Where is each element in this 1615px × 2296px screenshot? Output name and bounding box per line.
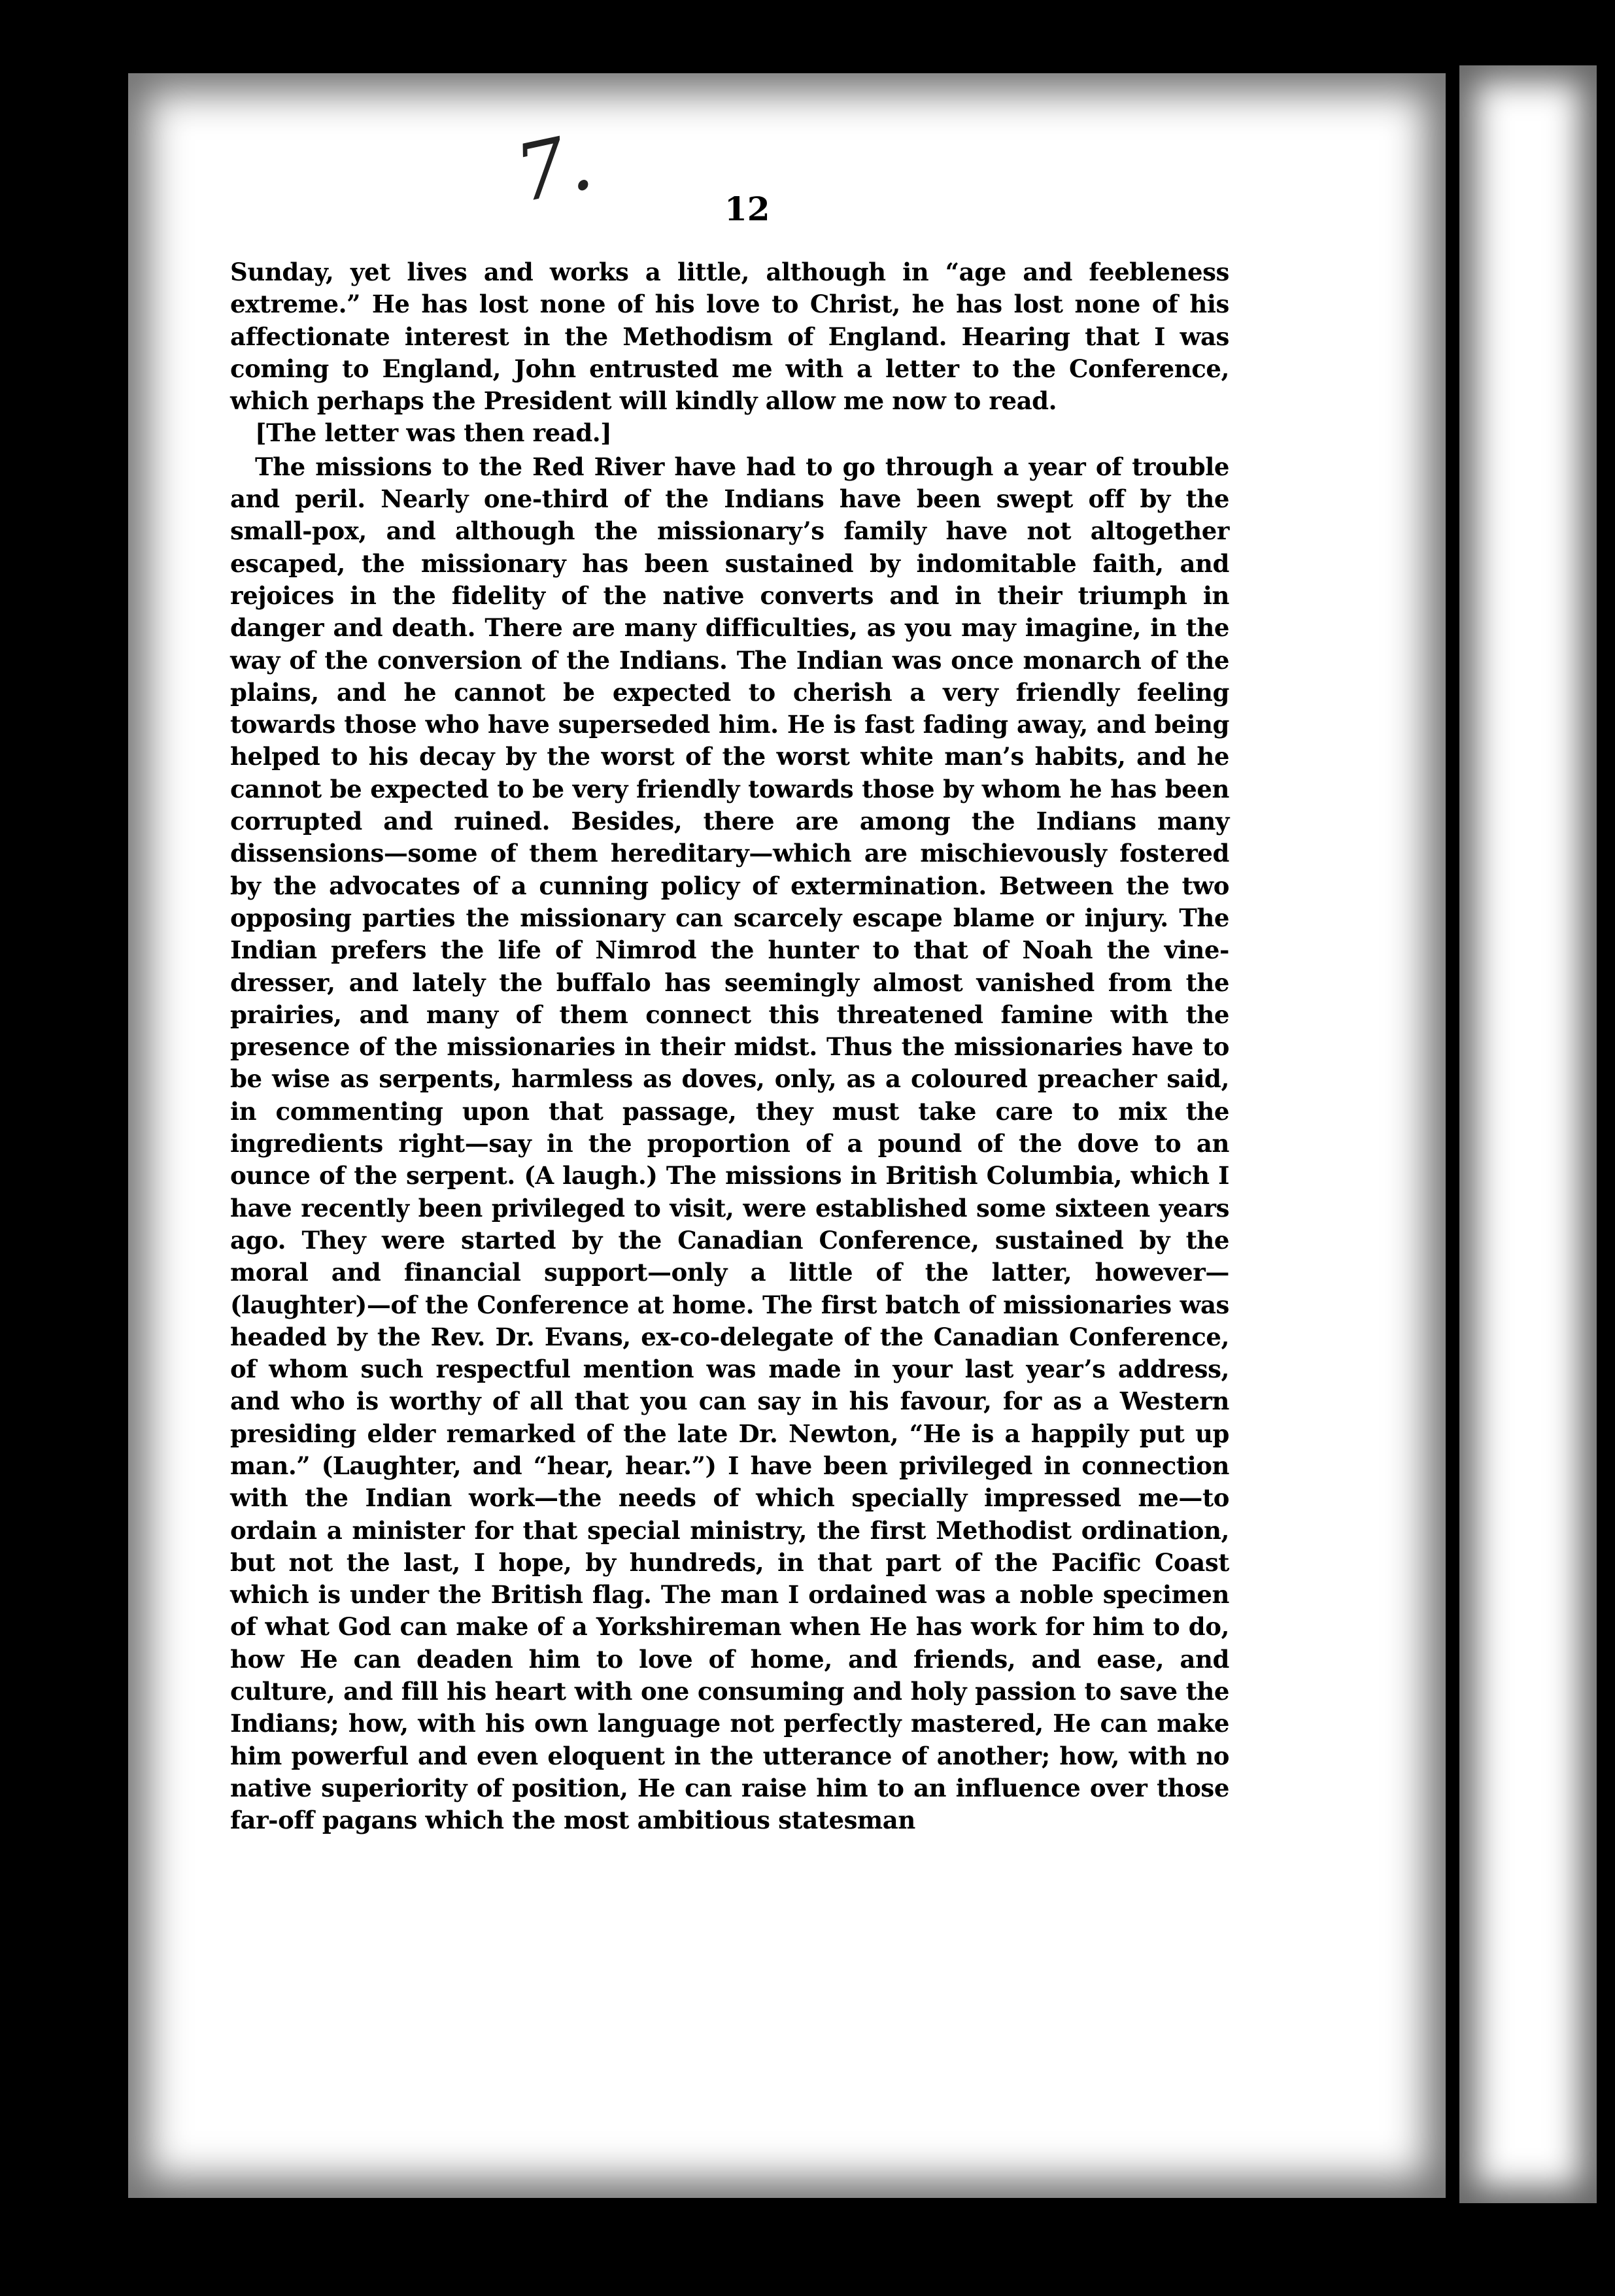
stage-note: [The letter was then read.] [255,418,612,448]
page-number: 12 [724,190,770,228]
adjacent-page-edge [1459,65,1597,2203]
body-text [230,256,1229,1837]
paragraph-continuation: Sunday, yet lives and works a little, although in “age and feebleness extreme.” He has lost none of his love to Christ, he has lost none of his affectionate interest in the Methodism of England. Hearing that I was coming to England, John entrusted me with a letter to the Conference, which perhaps the President will kindly allow me now to read. [230,258,1229,416]
paragraph-missions: The missions to the Red River have had to go through a year of trouble and peril. Nearly one-third of the Indians have been swept off by the small-pox, and although the missionary’s family have not altogether escaped, the missionary has been sustained by indomitable faith, and rejoices in the fidelity of the native converts and in their triumph in danger and death. There are many difficulties, as you may imagine, in the way of the conversion of the Indians. The Indian was once monarch of the plains, and he cannot be expected to cherish a very friendly feeling towards those who have superseded him. He is fast fading away, and being helped to his decay by the worst of the worst white man’s habits, and he cannot be expected to be very friendly towards those by whom he has been corrupted and ruined. Besides, there are among the Indians many dissensions—some of them hereditary—which are mischievously fostered by the advocates of a cunning policy of extermination. Between the two opposing parties the missionary can scarcely escape blame or injury. The Indian prefers the life of Nimrod the hunter to that of Noah the vine-dresser, and lately the buffalo has seemingly almost vanished from the prairies, and many of them connect this threatened famine with the presence of the missionaries in their midst. Thus the missionaries have to be wise as serpents, harmless as doves, only, as a coloured preacher said, in commenting upon that passage, they must take care to mix the ingredients right—say in the proportion of a pound of the dove to an ounce of the serpent. (A laugh.) The missions in British Columbia, which I have recently been privileged to visit, were established some sixteen years ago. They were started by the Canadian Conference, sustained by the moral and financial support—only a little of the latter, however—(laughter)—of the Conference at home. The first batch of missionaries was headed by the Rev. Dr. Evans, ex-co-delegate of the Canadian Conference, of whom such respectful mention was made in your last year’s address, and who is worthy of all that you can say in his favour, for as a Western presiding elder remarked of the late Dr. Newton, “He is a happily put up man.” (Laughter, and “hear, hear.”) I have been privileged in connection with the Indian work—the needs of which specially impressed me—to ordain a minister for that special ministry, the first Methodist ordination, but not the last, I hope, by hundreds, in that part of the Pacific Coast which is under the British flag. The man I ordained was a noble specimen of what God can make of a Yorkshireman when He has work for him to do, how He can deaden him to love of home, and friends, and ease, and culture, and fill his heart with one consuming and holy passion to save the Indians; how, with his own language not perfectly mastered, He can make him powerful and even eloquent in the utterance of another; how, with no native superiority of position, He can raise him to an influence over those far-off pagans which the most ambitious statesman [230,452,1229,1835]
handwritten-margin-mark: 7. [507,116,600,221]
